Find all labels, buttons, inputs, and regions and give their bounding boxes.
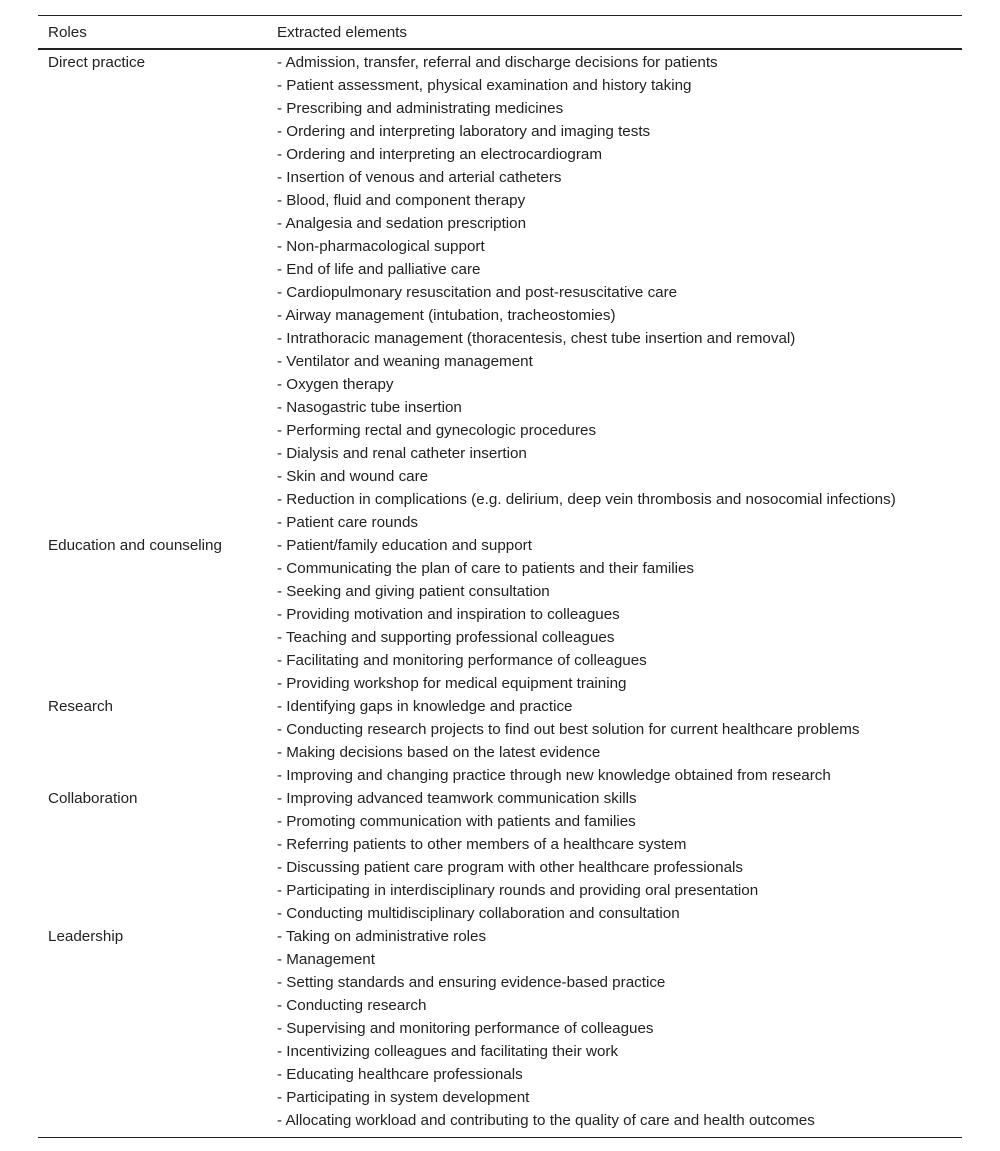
table-row (38, 534, 962, 695)
list-item: - Airway management (intubation, tracheostomies) (277, 307, 616, 324)
list-item: - Prescribing and administrating medicines (277, 100, 564, 117)
table-header (38, 16, 962, 50)
list-item: - End of life and palliative care (277, 261, 481, 278)
list-item: - Management (277, 951, 375, 968)
table-bottom-rule (38, 1137, 962, 1138)
list-item: - Allocating workload and contributing to the quality of care and health outcomes (277, 1112, 815, 1129)
list-item: - Cardiopulmonary resuscitation and post-resuscitative care (277, 284, 678, 301)
list-item: - Providing motivation and inspiration to colleagues (277, 606, 620, 623)
list-item: - Setting standards and ensuring evidence-based practice (277, 974, 666, 991)
role-cell: Leadership (48, 928, 124, 945)
list-item: - Patient care rounds (277, 514, 418, 531)
list-item: - Incentivizing colleagues and facilitating their work (277, 1043, 619, 1060)
list-item: - Ordering and interpreting laboratory and imaging tests (277, 123, 651, 140)
list-item: - Providing workshop for medical equipment training (277, 675, 627, 692)
list-item: - Skin and wound care (277, 468, 429, 485)
list-item: - Improving and changing practice through new knowledge obtained from research (277, 767, 831, 784)
roles-elements-table (38, 15, 962, 1132)
list-item: - Conducting research (277, 997, 427, 1014)
role-cell: Education and counseling (48, 537, 222, 554)
elements-cell (267, 534, 962, 695)
elements-list (277, 51, 952, 534)
roles-table (38, 15, 962, 1138)
elements-cell (267, 49, 962, 534)
elements-list (277, 695, 952, 787)
list-item: - Nasogastric tube insertion (277, 399, 462, 416)
list-item: - Improving advanced teamwork communication skills (277, 790, 637, 807)
table-row (38, 925, 962, 1132)
list-item: - Conducting research projects to find out best solution for current healthcare problems (277, 721, 860, 738)
list-item: - Participating in system development (277, 1089, 530, 1106)
role-cell: Direct practice (48, 54, 146, 71)
header-extracted-elements: Extracted elements (267, 16, 962, 50)
list-item: - Reduction in complications (e.g. delirium, deep vein thrombosis and nosocomial infections) (277, 491, 896, 508)
role-cell: Collaboration (48, 790, 138, 807)
list-item: - Participating in interdisciplinary rounds and providing oral presentation (277, 882, 759, 899)
list-item: - Admission, transfer, referral and discharge decisions for patients (277, 54, 718, 71)
list-item: - Making decisions based on the latest evidence (277, 744, 601, 761)
list-item: - Ventilator and weaning management (277, 353, 533, 370)
list-item: - Insertion of venous and arterial catheters (277, 169, 562, 186)
table-row (38, 787, 962, 925)
list-item: - Referring patients to other members of a healthcare system (277, 836, 687, 853)
table-row (38, 695, 962, 787)
list-item: - Performing rectal and gynecologic procedures (277, 422, 597, 439)
list-item: - Dialysis and renal catheter insertion (277, 445, 527, 462)
list-item: - Non-pharmacological support (277, 238, 485, 255)
list-item: - Blood, fluid and component therapy (277, 192, 526, 209)
elements-cell (267, 695, 962, 787)
elements-list (277, 925, 952, 1132)
list-item: - Ordering and interpreting an electrocardiogram (277, 146, 603, 163)
list-item: - Teaching and supporting professional colleagues (277, 629, 615, 646)
header-roles: Roles (38, 16, 267, 50)
list-item: - Analgesia and sedation prescription (277, 215, 527, 232)
list-item: - Taking on administrative roles (277, 928, 487, 945)
role-cell: Research (48, 698, 113, 715)
list-item: - Supervising and monitoring performance of colleagues (277, 1020, 654, 1037)
header-row (38, 16, 962, 50)
list-item: - Patient assessment, physical examination and history taking (277, 77, 692, 94)
list-item: - Patient/family education and support (277, 537, 532, 554)
elements-list (277, 534, 952, 695)
list-item: - Promoting communication with patients and families (277, 813, 636, 830)
list-item: - Educating healthcare professionals (277, 1066, 523, 1083)
list-item: - Facilitating and monitoring performance of colleagues (277, 652, 647, 669)
list-item: - Oxygen therapy (277, 376, 394, 393)
elements-cell (267, 787, 962, 925)
list-item: - Conducting multidisciplinary collaboration and consultation (277, 905, 680, 922)
table-row (38, 49, 962, 534)
elements-cell (267, 925, 962, 1132)
list-item: - Identifying gaps in knowledge and practice (277, 698, 573, 715)
list-item: - Seeking and giving patient consultation (277, 583, 550, 600)
list-item: - Communicating the plan of care to patients and their families (277, 560, 695, 577)
table-body (38, 49, 962, 1132)
elements-list (277, 787, 952, 925)
list-item: - Discussing patient care program with other healthcare professionals (277, 859, 743, 876)
list-item: - Intrathoracic management (thoracentesis, chest tube insertion and removal) (277, 330, 796, 347)
